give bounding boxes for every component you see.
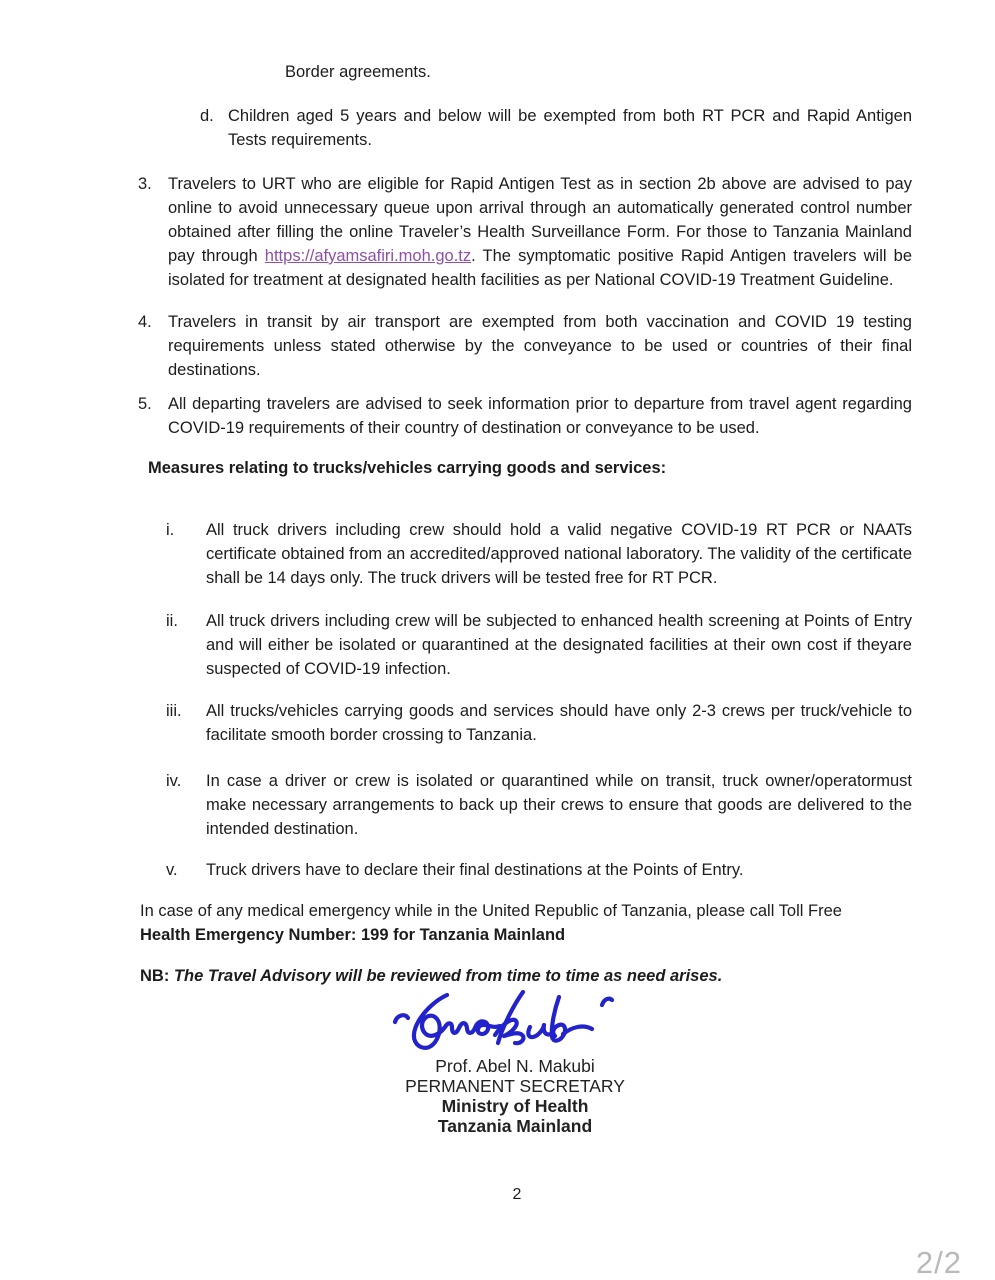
list-item-text: In case a driver or crew is isolated or quarantined while on transit, truck owner/operatormust make necessary arrangements to back up their crews to ensure that goods are delivered to the intended destination. xyxy=(206,772,912,838)
list-marker: 5. xyxy=(138,395,152,413)
list-marker: d. xyxy=(200,107,214,125)
signatory-name: Prof. Abel N. Makubi xyxy=(435,1056,595,1076)
emergency-line: In case of any medical emergency while in the United Republic of Tanzania, please call Toll Free xyxy=(140,902,842,920)
list-item-text: All truck drivers including crew should hold a valid negative COVID-19 RT PCR or NAATs certificate obtained from an accredited/approved national laboratory. The validity of the certificate shall be 14 days only. The truck drivers will be tested free for RT PCR. xyxy=(206,521,912,587)
nb-text: The Travel Advisory will be reviewed from time to time as need arises. xyxy=(169,967,723,985)
list-item-v xyxy=(166,858,912,882)
emergency-paragraph xyxy=(140,899,925,947)
signature-image xyxy=(387,990,647,1056)
continuation-line: Border agreements. xyxy=(285,63,431,81)
list-item-text: All trucks/vehicles carrying goods and services should have only 2-3 crews per truck/vehicle to facilitate smooth border crossing to Tanzania. xyxy=(206,702,912,744)
list-item-5 xyxy=(138,392,912,440)
list-item-iv xyxy=(166,769,912,841)
viewer-page-indicator: 2/2 xyxy=(915,1245,962,1280)
measures-heading: Measures relating to trucks/vehicles carrying goods and services: xyxy=(148,459,667,477)
list-item-ii xyxy=(166,609,912,681)
signatory-title: PERMANENT SECRETARY xyxy=(405,1076,625,1096)
list-marker: v. xyxy=(166,861,178,879)
list-item-text: All truck drivers including crew will be subjected to enhanced health screening at Points of Entry and will either be isolated or quarantined at the designated facilities at their own cost if theyare suspected of COVID-19 infection. xyxy=(206,612,912,678)
list-item-text: All departing travelers are advised to seek information prior to departure from travel agent regarding COVID-19 requirements of their country of destination or conveyance to be used. xyxy=(168,395,912,437)
list-item-text: Children aged 5 years and below will be exempted from both RT PCR and Rapid Antigen Tests requirements. xyxy=(228,107,912,149)
signatory-org: Ministry of Health xyxy=(441,1096,589,1116)
list-item-d xyxy=(200,104,912,152)
list-item-text xyxy=(168,172,912,292)
list-marker: 4. xyxy=(138,313,152,331)
signatory-block xyxy=(345,1056,685,1136)
item3-text-after-link: . The symptomatic positive Rapid Antigen travelers will be isolated for treatment at designated health facilities as per National COVID-19 Treatment Guideline. xyxy=(168,247,913,289)
list-item-4 xyxy=(138,310,912,382)
list-marker: iv. xyxy=(166,772,182,790)
list-marker: ii. xyxy=(166,612,178,630)
list-item-text: Travelers in transit by air transport are exempted from both vaccination and COVID 19 testing requirements unless stated otherwise by the conveyance to be used or countries of their final destinations. xyxy=(168,313,912,379)
signatory-region: Tanzania Mainland xyxy=(437,1116,593,1136)
list-marker: 3. xyxy=(138,175,152,193)
list-marker: i. xyxy=(166,521,175,539)
list-marker: iii. xyxy=(166,702,182,720)
emergency-number-line: Health Emergency Number: 199 for Tanzania Mainland xyxy=(140,926,566,944)
list-item-3 xyxy=(138,172,912,292)
nb-note xyxy=(140,964,925,988)
nb-label: NB: xyxy=(140,967,170,985)
handwritten-signature-icon xyxy=(387,990,647,1056)
list-item-text: Truck drivers have to declare their final destinations at the Points of Entry. xyxy=(206,861,744,879)
list-item-iii xyxy=(166,699,912,747)
afyamsafiri-link[interactable]: https://afyamsafiri.moh.go.tz xyxy=(264,247,472,265)
page-number: 2 xyxy=(512,1186,522,1203)
item3-text-before-link: Travelers to URT who are eligible for Rapid Antigen Test as in section 2b above are advised to pay online to avoid unnecessary queue upon arrival through an automatically generated control number obtained after filling the online Traveler’s Health Surveillance Form. For those to Tanzania Mainland pay through xyxy=(168,175,912,265)
list-item-i xyxy=(166,518,912,590)
